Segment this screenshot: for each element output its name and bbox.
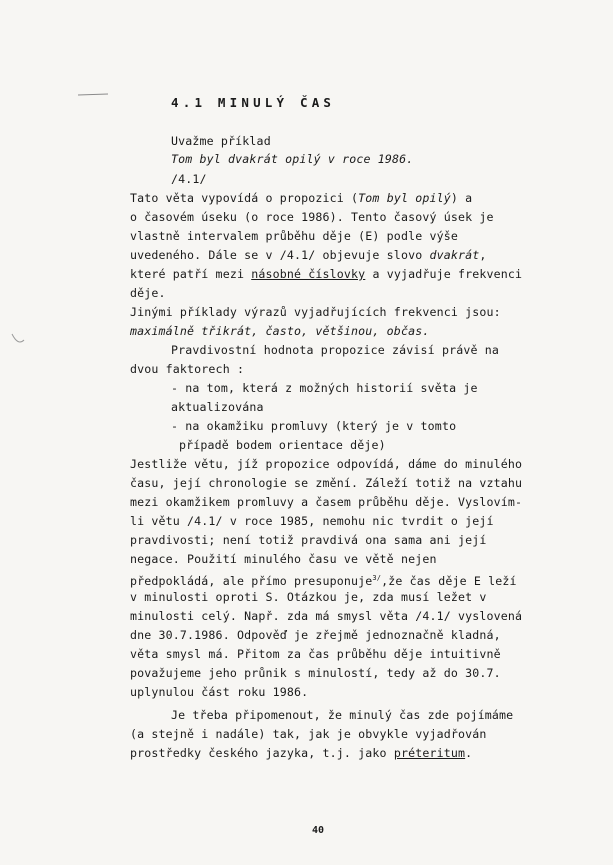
para4-line: v minulosti oproti S. Otázkou je, zda musí ležet v: [130, 590, 487, 604]
para2-line: Jinými příklady výrazů vyjadřujících frekvenci jsou:: [130, 305, 501, 319]
para4-line: uplynulou část roku 1986.: [130, 685, 309, 699]
para4-line: dne 30.7.1986. Odpověď je zřejmě jednoznačně kladná,: [130, 628, 501, 642]
para1-line: které patří mezi násobné číslovky a vyjadřuje frekvenci: [130, 267, 523, 281]
section-heading: 4.1 MINULÝ ČAS: [171, 95, 336, 110]
bullet-item: - na tom, která z možných historií světa je: [171, 381, 478, 395]
para4-line: li větu /4.1/ v roce 1985, nemohu nic tvrdit o její: [130, 514, 494, 528]
para1-line: uvedeného. Dále se v /4.1/ objevuje slovo dvakrát,: [130, 248, 487, 262]
bullet-item-continuation: aktualizována: [171, 400, 264, 414]
para5-line: prostředky českého jazyka, t.j. jako préteritum.: [130, 746, 473, 760]
scan-mark-top-left: [78, 92, 110, 98]
bullet-item-continuation: případě bodem orientace děje): [179, 438, 386, 452]
para2-examples: maximálně třikrát, často, většinou, občas.: [130, 324, 430, 338]
para1-line: vlastně intervalem průběhu děje (E) podle výše: [130, 229, 458, 243]
para1-line: Tato věta vypovídá o propozici (Tom byl opilý) a: [130, 191, 473, 205]
para1-line: děje.: [130, 286, 166, 300]
bullet-item: - na okamžiku promluvy (který je v tomto: [171, 419, 457, 433]
underlined-term: násobné číslovky: [251, 267, 366, 281]
footnote-marker: 3/: [372, 574, 382, 582]
para5-line: Je třeba připomenout, že minulý čas zde pojímáme: [171, 708, 514, 722]
page-number: 40: [312, 825, 325, 836]
para4-line: považujeme jeho průnik s minulostí, tedy až do 30.7.: [130, 666, 501, 680]
underlined-term: préteritum: [393, 746, 466, 760]
para4-line: minulosti celý. Např. zda má smysl věta /4.1/ vyslovená: [130, 609, 523, 623]
para3-line: dvou faktorech :: [130, 362, 245, 376]
para1-line: o časovém úseku (o roce 1986). Tento časový úsek je: [130, 210, 494, 224]
para4-line: Jestliže větu, jíž propozice odpovídá, dáme do minulého: [130, 457, 523, 471]
example-intro: Uvažme příklad: [171, 134, 271, 148]
para5-line: (a stejně i nadále) tak, jak je obvykle vyjadřován: [130, 727, 487, 741]
example-label: /4.1/: [171, 172, 207, 186]
para4-line: pravdivosti; není totiž pravdivá ona sama ani její: [130, 533, 487, 547]
para4-line: času, její chronologie se změní. Záleží totiž na vztahu: [130, 476, 523, 490]
example-sentence: Tom byl dvakrát opilý v roce 1986.: [171, 152, 414, 166]
scan-mark-left-edge: [10, 330, 26, 350]
para3-line: Pravdivostní hodnota propozice závisí právě na: [171, 343, 499, 357]
para4-line: předpokládá, ale přímo presuponuje$^{3/}$,že čas děje E leží: [130, 573, 517, 588]
para4-line: negace. Použití minulého času ve větě nejen: [130, 552, 437, 566]
para4-line: mezi okamžikem promluvy a časem průběhu děje. Vyslovím-: [130, 495, 523, 509]
para4-line: věta smysl má. Přitom za čas průběhu děje intuitivně: [130, 647, 501, 661]
